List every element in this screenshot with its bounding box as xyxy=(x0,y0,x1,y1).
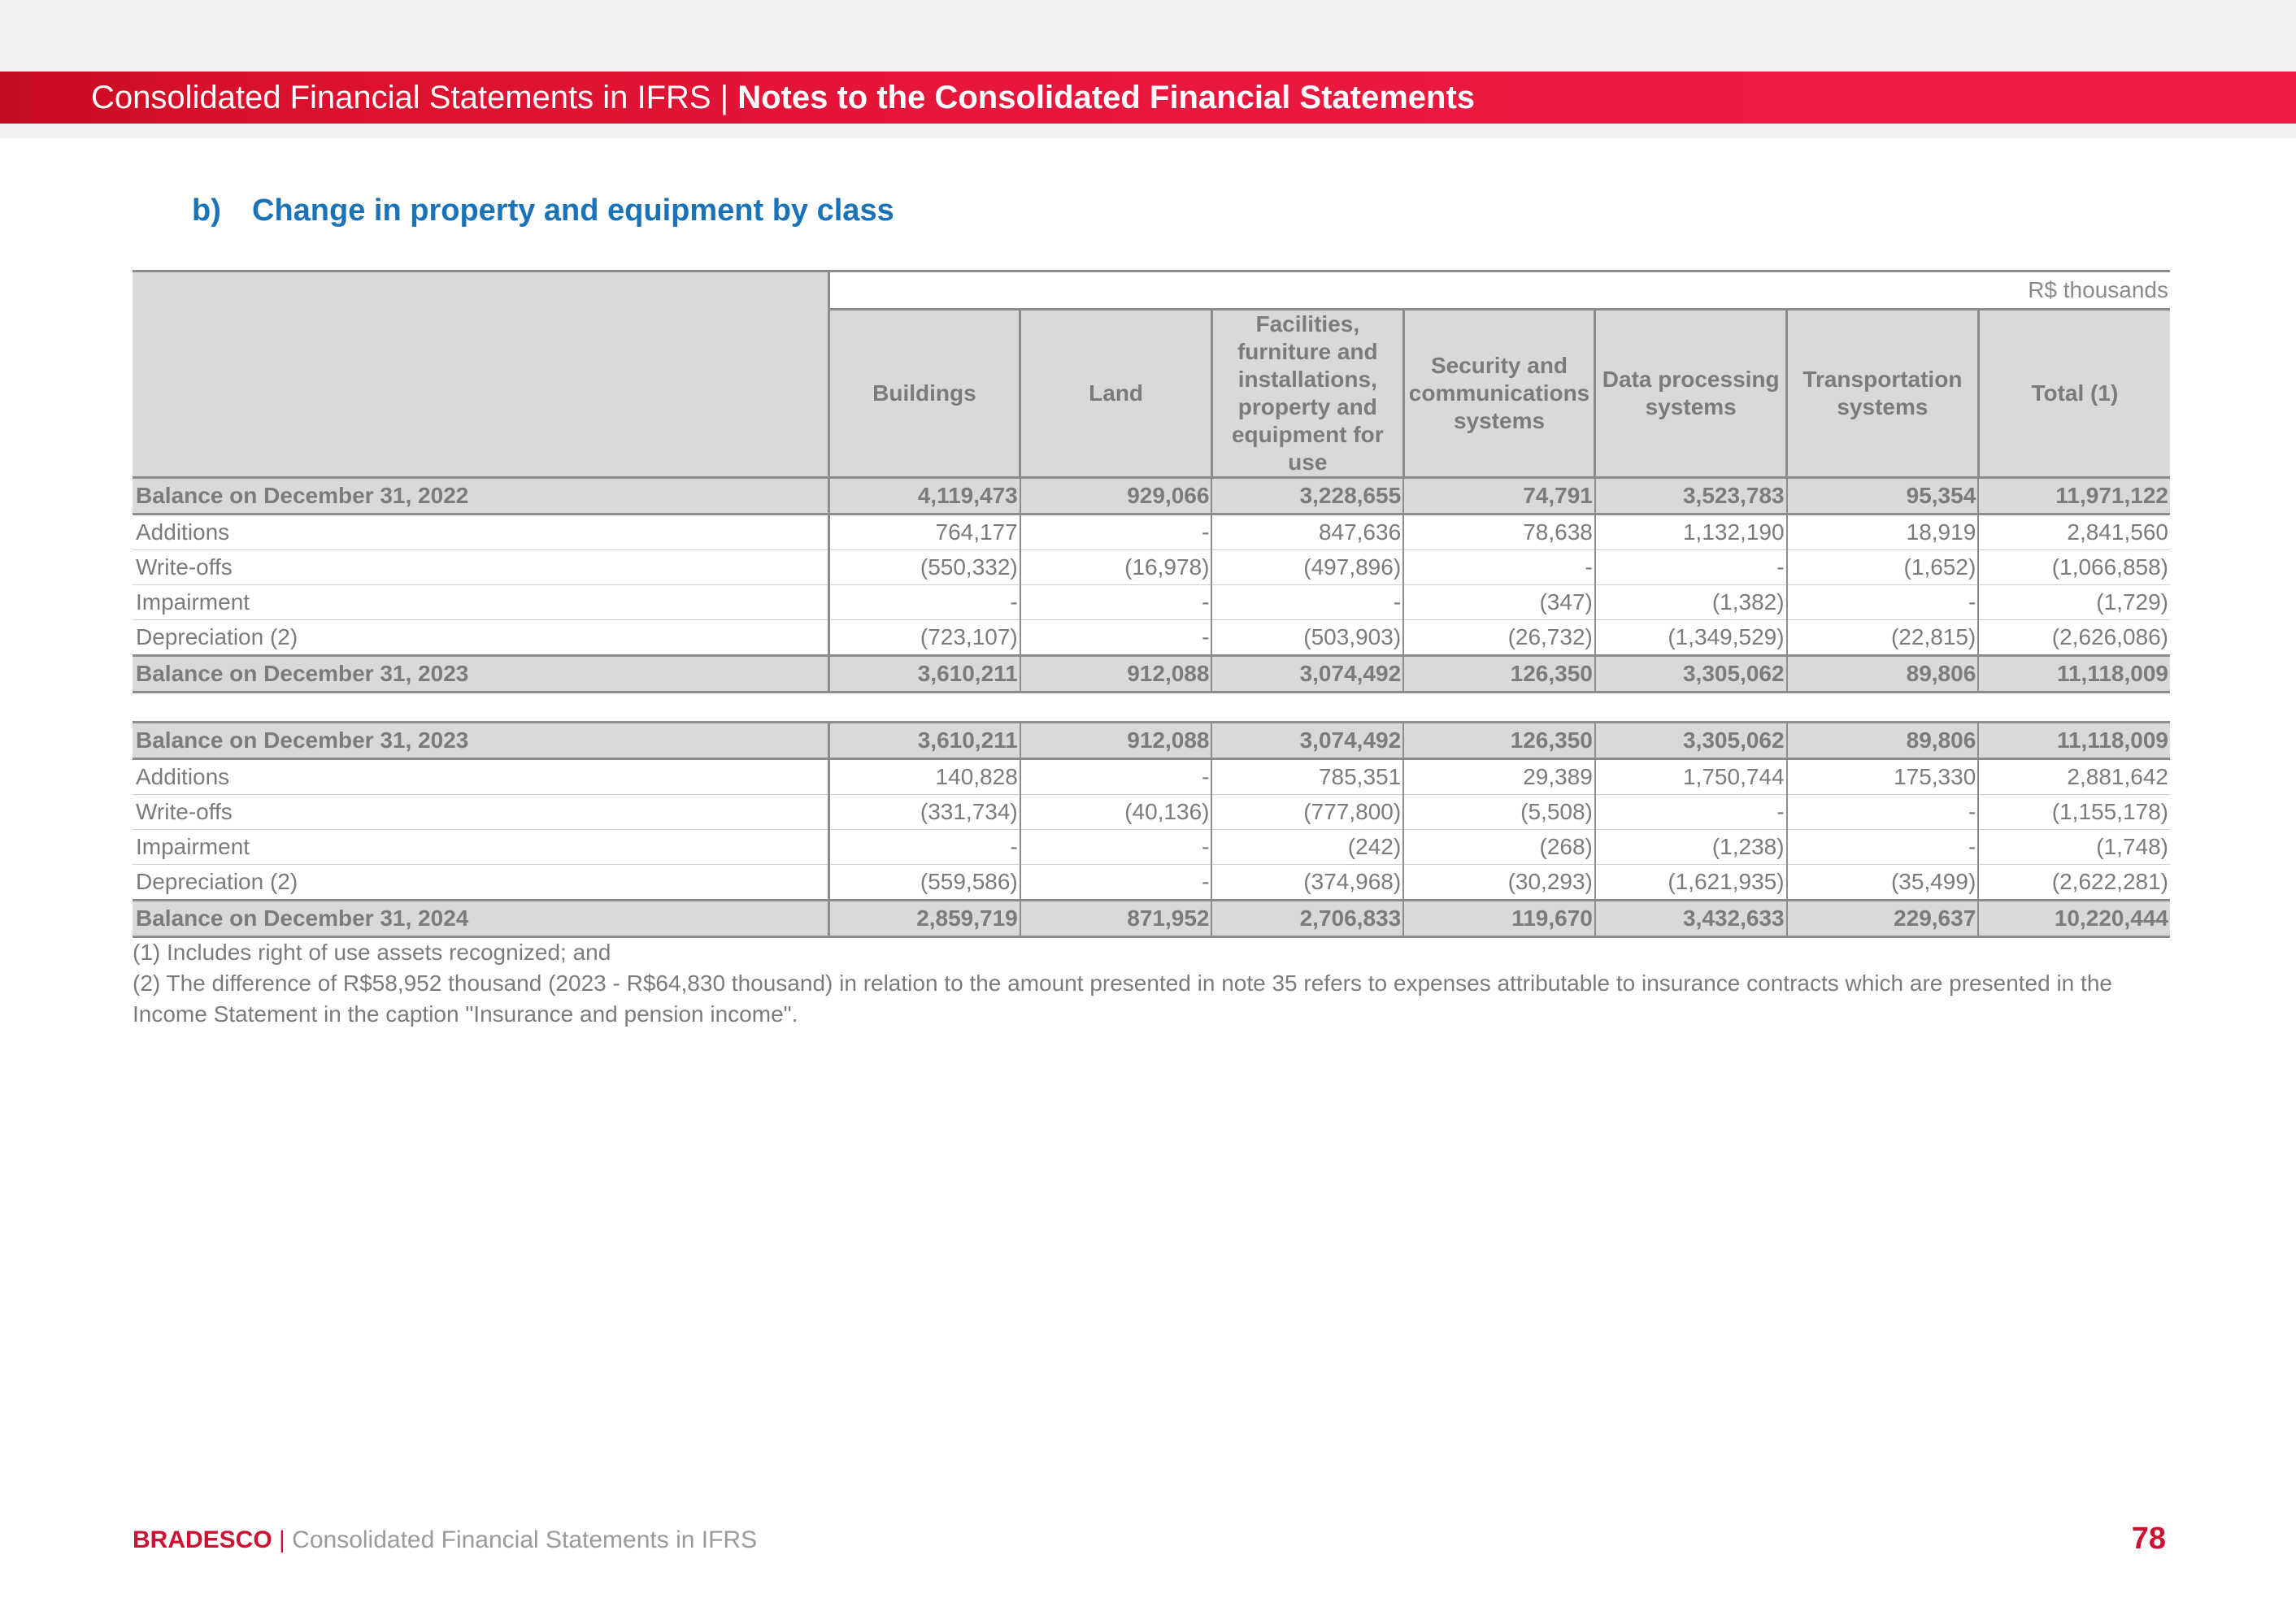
table-cell: (2,622,281) xyxy=(1978,865,2170,901)
table-cell: 785,351 xyxy=(1211,759,1403,795)
header-section: Notes to the Consolidated Financial Statements xyxy=(737,79,1476,115)
column-header: Data processing systems xyxy=(1595,310,1787,478)
table-cell: (1,652) xyxy=(1787,550,1979,585)
table-cell: 229,637 xyxy=(1787,901,1979,937)
table-cell: (5,508) xyxy=(1403,795,1595,830)
footer-separator: | xyxy=(272,1526,293,1553)
table-cell: - xyxy=(1020,830,1212,865)
table-cell: 3,074,492 xyxy=(1211,723,1403,759)
table-cell: - xyxy=(1595,795,1787,830)
table-cell: (26,732) xyxy=(1403,620,1595,656)
table-cell: 11,118,009 xyxy=(1978,656,2170,693)
table-cell: 126,350 xyxy=(1403,723,1595,759)
table-cell: 18,919 xyxy=(1787,515,1979,550)
table-cell: (35,499) xyxy=(1787,865,1979,901)
table-cell: (1,729) xyxy=(1978,585,2170,620)
row-label: Impairment xyxy=(133,585,828,620)
table-cell: - xyxy=(1020,865,1212,901)
table-cell: 89,806 xyxy=(1787,723,1979,759)
table-cell: (1,238) xyxy=(1595,830,1787,865)
table-cell: 3,523,783 xyxy=(1595,478,1787,515)
table-row xyxy=(133,830,2170,865)
table-row xyxy=(133,795,2170,830)
table-cell: 89,806 xyxy=(1787,656,1979,693)
table-cell: 74,791 xyxy=(1403,478,1595,515)
table-cell: (331,734) xyxy=(828,795,1020,830)
table-cell: (1,066,858) xyxy=(1978,550,2170,585)
table-cell: 3,305,062 xyxy=(1595,656,1787,693)
table-cell: (1,748) xyxy=(1978,830,2170,865)
row-label: Additions xyxy=(133,759,828,795)
footer-text: Consolidated Financial Statements in IFRS xyxy=(292,1526,758,1553)
table-cell: 3,610,211 xyxy=(828,723,1020,759)
header-doc-title: Consolidated Financial Statements in IFRS xyxy=(91,79,711,115)
row-label: Balance on December 31, 2023 xyxy=(133,656,828,693)
table-cell: 912,088 xyxy=(1020,656,1212,693)
property-equipment-table-2024 xyxy=(133,721,2170,938)
row-label: Impairment xyxy=(133,830,828,865)
table-cell: 3,228,655 xyxy=(1211,478,1403,515)
table-cell: 10,220,444 xyxy=(1978,901,2170,937)
table-cell: - xyxy=(1020,759,1212,795)
table-cell: (268) xyxy=(1403,830,1595,865)
table-cell: (347) xyxy=(1403,585,1595,620)
page-number: 78 xyxy=(2131,1522,2166,1556)
footnote-2: (2) The difference of R$58,952 thousand (2023 - R$64,830 thousand) in relation to the amount presented in note 35 refers to expenses attributable to insurance contracts which are presented in the Income Statement in the caption "Insurance and pension income". xyxy=(133,971,2112,1027)
table-cell: (374,968) xyxy=(1211,865,1403,901)
column-header: Land xyxy=(1020,310,1212,478)
footnote-1: (1) Includes right of use assets recognized; and xyxy=(133,940,611,965)
table-cell: - xyxy=(1211,585,1403,620)
table-cell: - xyxy=(1020,515,1212,550)
table-cell: (40,136) xyxy=(1020,795,1212,830)
table-cell: (550,332) xyxy=(828,550,1020,585)
row-label: Write-offs xyxy=(133,795,828,830)
table-cell: (242) xyxy=(1211,830,1403,865)
footer-brand: BRADESCO xyxy=(133,1526,272,1553)
section-title-text: Change in property and equipment by class xyxy=(252,193,894,228)
table-cell: 3,074,492 xyxy=(1211,656,1403,693)
table-cell: (22,815) xyxy=(1787,620,1979,656)
table-cell: - xyxy=(1020,620,1212,656)
table-cell: (777,800) xyxy=(1211,795,1403,830)
column-header: Security and communications systems xyxy=(1403,310,1595,478)
table-cell: 175,330 xyxy=(1787,759,1979,795)
table-row xyxy=(133,620,2170,656)
header-bar xyxy=(0,72,2296,124)
table-cell: 3,610,211 xyxy=(828,656,1020,693)
table-cell: (503,903) xyxy=(1211,620,1403,656)
table-row xyxy=(133,585,2170,620)
table-cell: (30,293) xyxy=(1403,865,1595,901)
table-cell: - xyxy=(1403,550,1595,585)
row-label: Write-offs xyxy=(133,550,828,585)
table-cell: (559,586) xyxy=(828,865,1020,901)
column-header: Transportation systems xyxy=(1787,310,1979,478)
table-cell: 2,859,719 xyxy=(828,901,1020,937)
table-row xyxy=(133,865,2170,901)
table-cell: - xyxy=(1787,585,1979,620)
row-label: Depreciation (2) xyxy=(133,865,828,901)
table-cell: - xyxy=(828,830,1020,865)
column-header: Total (1) xyxy=(1978,310,2170,478)
footer xyxy=(133,1526,757,1554)
table-cell: 1,132,190 xyxy=(1595,515,1787,550)
header-corner xyxy=(133,271,828,478)
table-cell: 912,088 xyxy=(1020,723,1212,759)
table-cell: - xyxy=(1787,830,1979,865)
table-row xyxy=(133,515,2170,550)
balance-row xyxy=(133,478,2170,515)
table-cell: 847,636 xyxy=(1211,515,1403,550)
table-cell: 929,066 xyxy=(1020,478,1212,515)
footnotes xyxy=(133,937,2170,1030)
table-cell: 3,432,633 xyxy=(1595,901,1787,937)
table-cell: 78,638 xyxy=(1403,515,1595,550)
table-cell: (2,626,086) xyxy=(1978,620,2170,656)
table-cell: (1,621,935) xyxy=(1595,865,1787,901)
section-letter: b) xyxy=(192,193,221,228)
table-cell: 126,350 xyxy=(1403,656,1595,693)
table-cell: - xyxy=(1595,550,1787,585)
unit-label: R$ thousands xyxy=(828,271,2170,310)
table-cell: (723,107) xyxy=(828,620,1020,656)
table-cell: (1,155,178) xyxy=(1978,795,2170,830)
table-row xyxy=(133,550,2170,585)
table-cell: (1,382) xyxy=(1595,585,1787,620)
balance-row xyxy=(133,723,2170,759)
table-cell: - xyxy=(828,585,1020,620)
table-cell: 119,670 xyxy=(1403,901,1595,937)
table-cell: 3,305,062 xyxy=(1595,723,1787,759)
table-cell: 871,952 xyxy=(1020,901,1212,937)
table-cell: 140,828 xyxy=(828,759,1020,795)
table-cell: (497,896) xyxy=(1211,550,1403,585)
header-separator: | xyxy=(711,79,738,115)
row-label: Balance on December 31, 2022 xyxy=(133,478,828,515)
balance-row xyxy=(133,656,2170,693)
table-cell: 2,841,560 xyxy=(1978,515,2170,550)
table-cell: - xyxy=(1020,585,1212,620)
row-label: Additions xyxy=(133,515,828,550)
table-cell: 2,706,833 xyxy=(1211,901,1403,937)
balance-row xyxy=(133,901,2170,937)
row-label: Balance on December 31, 2023 xyxy=(133,723,828,759)
table-cell: 11,118,009 xyxy=(1978,723,2170,759)
table-cell: 11,971,122 xyxy=(1978,478,2170,515)
row-label: Depreciation (2) xyxy=(133,620,828,656)
table-cell: - xyxy=(1787,795,1979,830)
table-cell: 1,750,744 xyxy=(1595,759,1787,795)
column-header: Buildings xyxy=(828,310,1020,478)
table-cell: (16,978) xyxy=(1020,550,1212,585)
row-label: Balance on December 31, 2024 xyxy=(133,901,828,937)
table-cell: 2,881,642 xyxy=(1978,759,2170,795)
table-cell: 29,389 xyxy=(1403,759,1595,795)
table-cell: (1,349,529) xyxy=(1595,620,1787,656)
section-title xyxy=(192,193,894,228)
table-cell: 764,177 xyxy=(828,515,1020,550)
property-equipment-table-2023 xyxy=(133,270,2170,693)
table-row xyxy=(133,759,2170,795)
column-header: Facilities, furniture and installations, property and equipment for use xyxy=(1211,310,1403,478)
table-cell: 95,354 xyxy=(1787,478,1979,515)
table-cell: 4,119,473 xyxy=(828,478,1020,515)
